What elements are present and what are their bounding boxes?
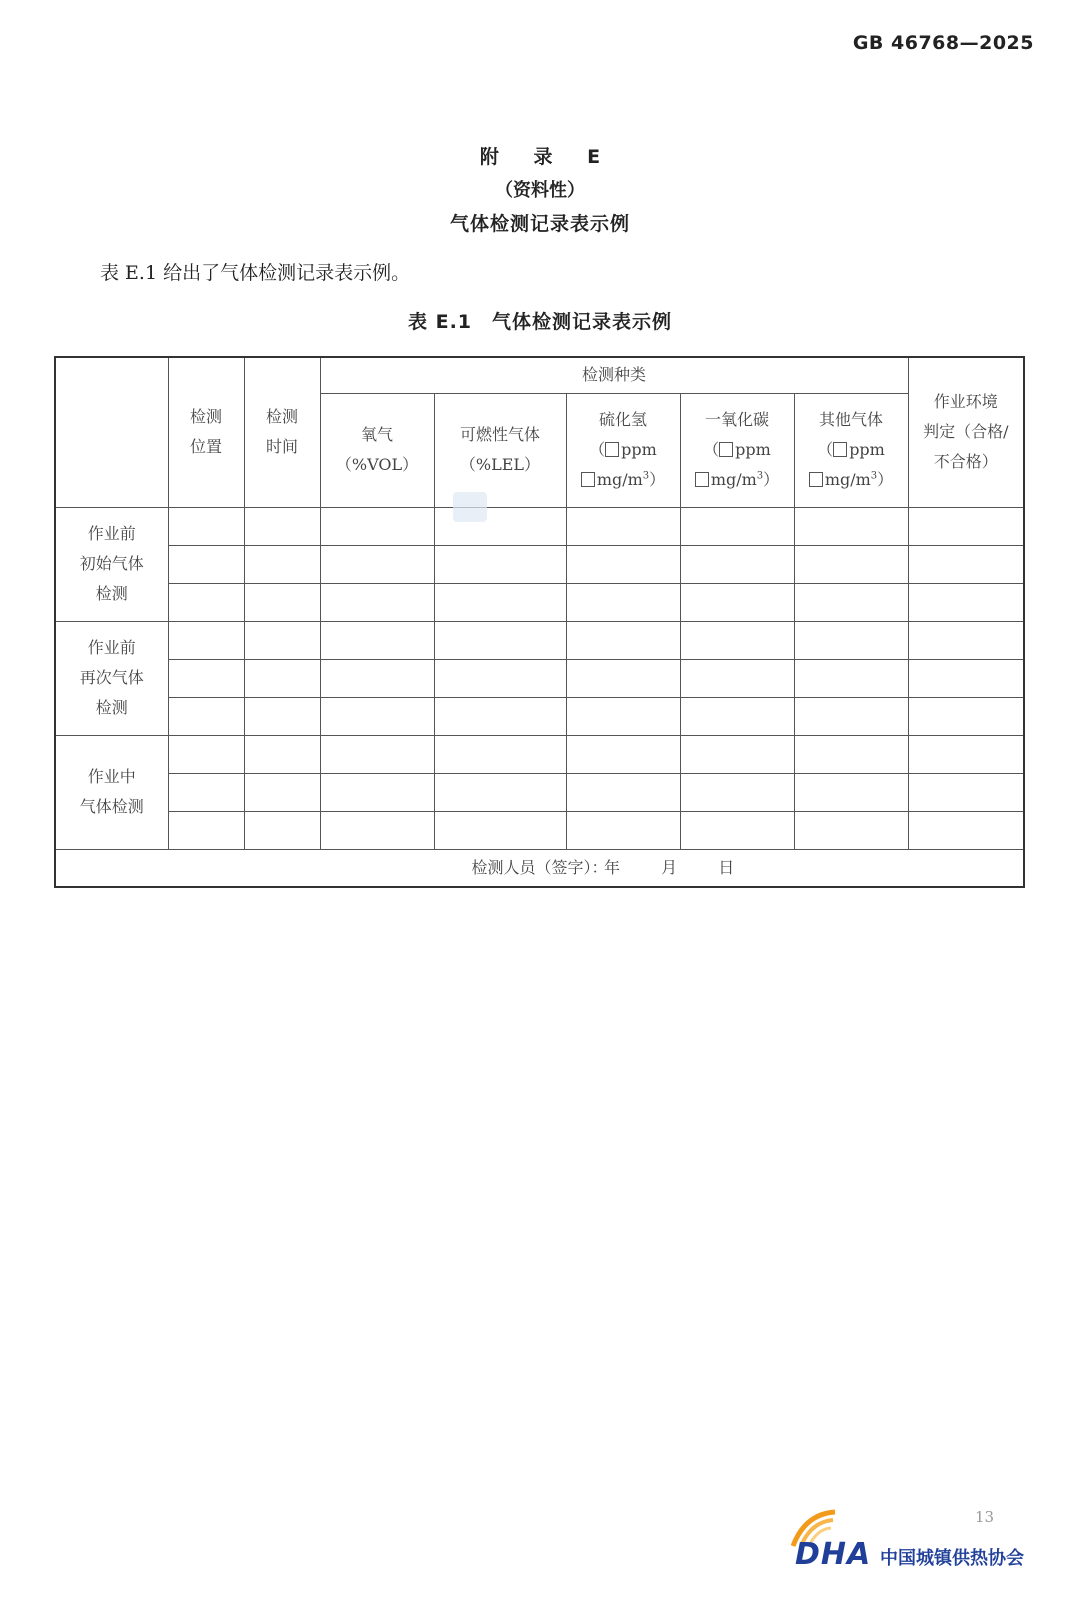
table-row [55, 811, 1024, 849]
entry-cell[interactable] [566, 621, 680, 659]
stage-during-work-detection: 作业中 气体检测 [55, 735, 168, 849]
entry-cell[interactable] [320, 811, 434, 849]
entry-cell[interactable] [680, 811, 794, 849]
entry-cell[interactable] [680, 773, 794, 811]
entry-cell[interactable] [794, 811, 908, 849]
entry-cell[interactable] [680, 507, 794, 545]
day-label: 日 [718, 857, 735, 877]
checkbox-ppm-co[interactable] [719, 442, 733, 457]
entry-cell[interactable] [168, 811, 244, 849]
entry-cell[interactable] [566, 583, 680, 621]
table-row [55, 697, 1024, 735]
table-row [55, 659, 1024, 697]
entry-cell[interactable] [794, 773, 908, 811]
table-caption-title: 气体检测记录表示例 [492, 311, 673, 333]
entry-cell[interactable] [908, 545, 1024, 583]
entry-cell[interactable] [244, 507, 320, 545]
checkbox-mg-other[interactable] [809, 472, 823, 487]
entry-cell[interactable] [566, 697, 680, 735]
year-label: 年 [604, 857, 621, 877]
entry-cell[interactable] [566, 659, 680, 697]
checkbox-mg-h2s[interactable] [581, 472, 595, 487]
entry-cell[interactable] [908, 621, 1024, 659]
logo-abbr: DHA [795, 1537, 872, 1572]
entry-cell[interactable] [434, 697, 566, 735]
entry-cell[interactable] [320, 697, 434, 735]
entry-cell[interactable] [680, 621, 794, 659]
entry-cell[interactable] [434, 773, 566, 811]
appendix-nature: （资料性） [495, 180, 585, 201]
entry-cell[interactable] [168, 735, 244, 773]
entry-cell[interactable] [434, 735, 566, 773]
entry-cell[interactable] [794, 583, 908, 621]
entry-cell[interactable] [680, 545, 794, 583]
entry-cell[interactable] [244, 583, 320, 621]
header-judgement: 作业环境 判定（合格/ 不合格） [908, 357, 1024, 507]
table-row [55, 621, 1024, 659]
intro-paragraph: 表 E.1 给出了气体检测记录表示例。 [100, 262, 411, 284]
entry-cell[interactable] [320, 583, 434, 621]
table-row [55, 545, 1024, 583]
entry-cell[interactable] [434, 811, 566, 849]
entry-cell[interactable] [908, 583, 1024, 621]
entry-cell[interactable] [434, 659, 566, 697]
entry-cell[interactable] [168, 697, 244, 735]
logo-org-name: 中国城镇供热协会 [880, 1548, 1024, 1569]
checkbox-ppm-h2s[interactable] [605, 442, 619, 457]
header-flammable: 可燃性气体 （%LEL） [434, 393, 566, 507]
entry-cell[interactable] [434, 621, 566, 659]
entry-cell[interactable] [794, 659, 908, 697]
entry-cell[interactable] [908, 507, 1024, 545]
entry-cell[interactable] [434, 583, 566, 621]
entry-cell[interactable] [244, 697, 320, 735]
entry-cell[interactable] [244, 659, 320, 697]
entry-cell[interactable] [244, 811, 320, 849]
table-row [55, 507, 1024, 545]
entry-cell[interactable] [320, 659, 434, 697]
header-gas-types: 检测种类 [320, 357, 908, 393]
entry-cell[interactable] [566, 507, 680, 545]
entry-cell[interactable] [908, 697, 1024, 735]
entry-cell[interactable] [566, 811, 680, 849]
entry-cell[interactable] [168, 583, 244, 621]
appendix-heading: 气体检测记录表示例 [449, 213, 630, 235]
entry-cell[interactable] [320, 545, 434, 583]
entry-cell[interactable] [680, 697, 794, 735]
entry-cell[interactable] [794, 735, 908, 773]
header-location: 检测 位置 [168, 357, 244, 507]
entry-cell[interactable] [168, 773, 244, 811]
gas-detection-record-table [54, 356, 1025, 888]
entry-cell[interactable] [908, 735, 1024, 773]
entry-cell[interactable] [794, 697, 908, 735]
signature-cell[interactable] [55, 849, 1024, 887]
entry-cell[interactable] [908, 773, 1024, 811]
entry-cell[interactable] [168, 621, 244, 659]
header-oxygen: 氧气 （%VOL） [320, 393, 434, 507]
entry-cell[interactable] [168, 545, 244, 583]
entry-cell[interactable] [908, 811, 1024, 849]
stage-initial-detection: 作业前 初始气体 检测 [55, 507, 168, 621]
table-row [55, 583, 1024, 621]
entry-cell[interactable] [320, 773, 434, 811]
entry-cell[interactable] [244, 545, 320, 583]
entry-cell[interactable] [908, 659, 1024, 697]
entry-cell[interactable] [680, 659, 794, 697]
page-number: 13 [975, 1508, 995, 1526]
entry-cell[interactable] [680, 735, 794, 773]
month-label: 月 [661, 857, 678, 877]
entry-cell[interactable] [244, 735, 320, 773]
entry-cell[interactable] [566, 545, 680, 583]
document-code: GB 46768—2025 [852, 32, 1034, 54]
table-caption-number: 表 E.1 [407, 311, 473, 333]
table-caption [0, 307, 1080, 334]
checkbox-mg-co[interactable] [695, 472, 709, 487]
header-blank-cell [55, 357, 168, 507]
entry-cell[interactable] [168, 659, 244, 697]
header-h2s: 硫化氢 （ ppm $mg/m^3$） [566, 393, 680, 507]
entry-cell[interactable] [794, 545, 908, 583]
table-row [55, 773, 1024, 811]
entry-cell[interactable] [244, 621, 320, 659]
header-time: 检测 时间 [244, 357, 320, 507]
header-other-gas: 其他气体 （ ppm $mg/m^3$） [794, 393, 908, 507]
entry-cell[interactable] [794, 621, 908, 659]
entry-cell[interactable] [566, 773, 680, 811]
checkbox-ppm-other[interactable] [833, 442, 847, 457]
entry-cell[interactable] [680, 583, 794, 621]
date-fields [604, 853, 770, 883]
entry-cell[interactable] [320, 735, 434, 773]
entry-cell[interactable] [794, 507, 908, 545]
stage-repeat-detection: 作业前 再次气体 检测 [55, 621, 168, 735]
entry-cell[interactable] [434, 545, 566, 583]
appendix-title: 附 录 E [479, 146, 615, 168]
table-row [55, 735, 1024, 773]
header-co: 一氧化碳 （ ppm $mg/m^3$） [680, 393, 794, 507]
watermark [453, 492, 487, 522]
signer-label: 检测人员（签字）： [471, 857, 608, 877]
entry-cell[interactable] [168, 507, 244, 545]
signature-row [55, 849, 1024, 887]
entry-cell[interactable] [320, 507, 434, 545]
entry-cell[interactable] [320, 621, 434, 659]
entry-cell[interactable] [566, 735, 680, 773]
entry-cell[interactable] [244, 773, 320, 811]
